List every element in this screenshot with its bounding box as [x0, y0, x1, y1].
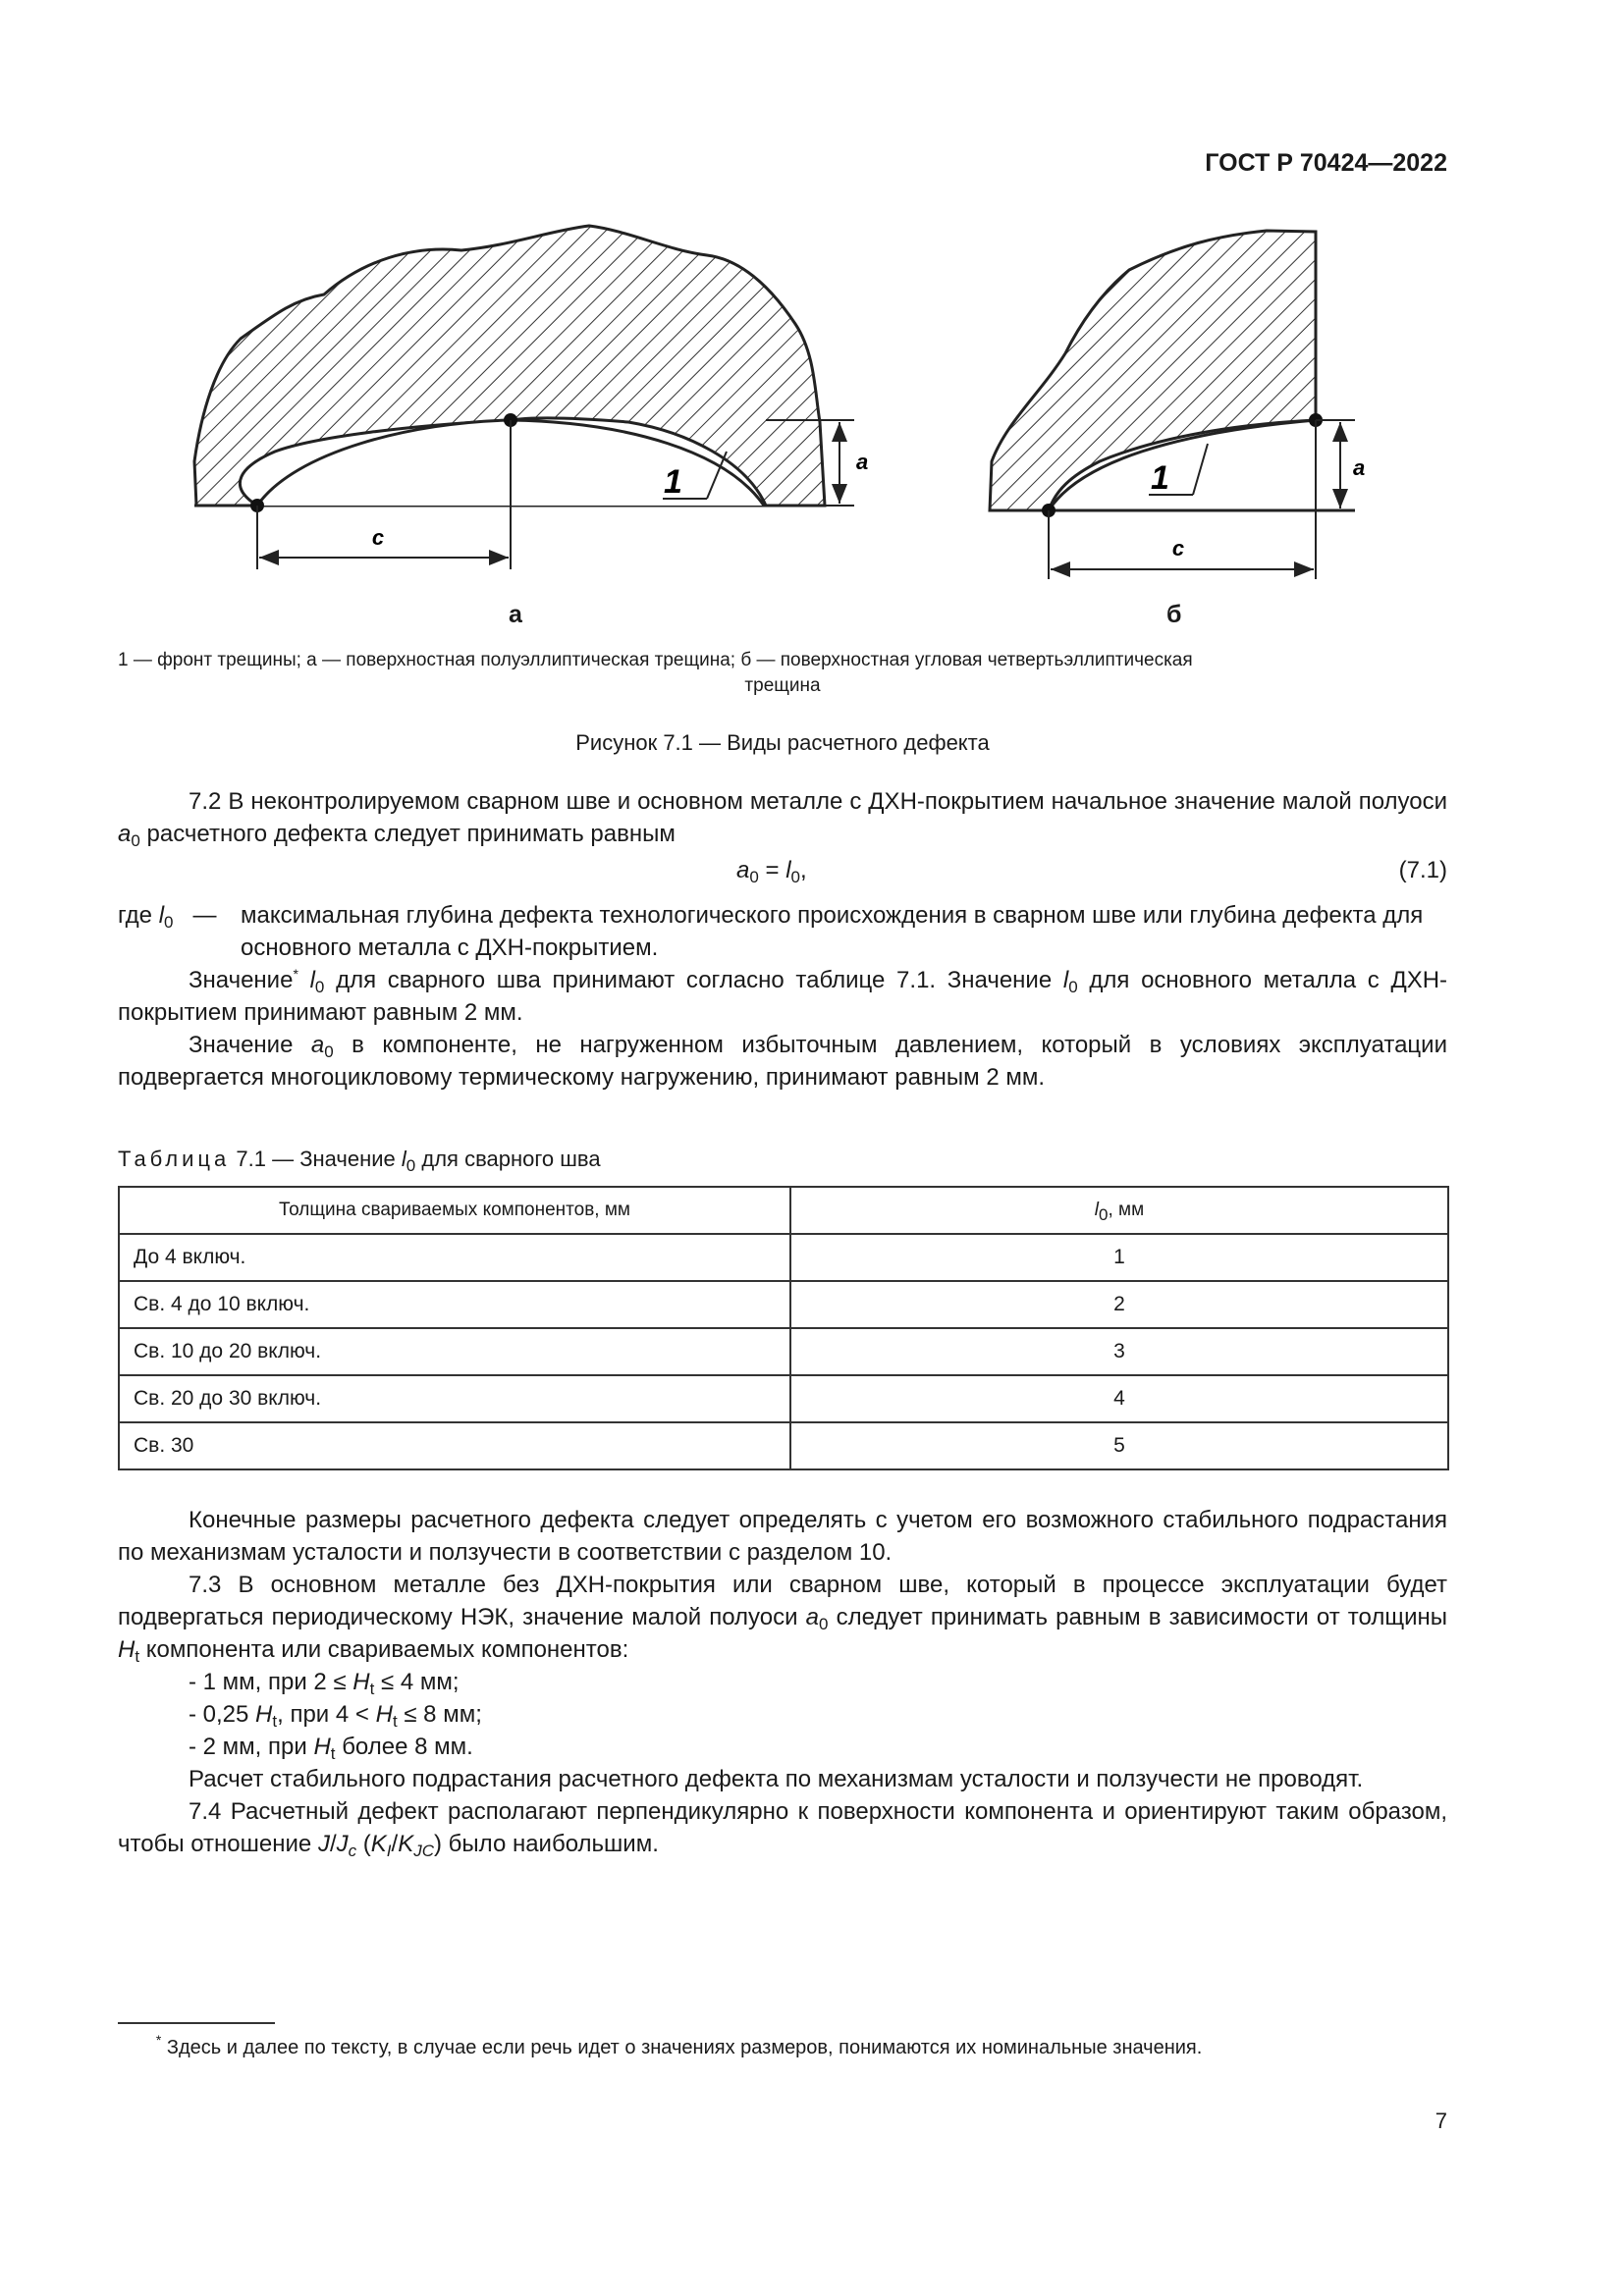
list-item: - 2 мм, при $H_t$ более 8 мм. — [189, 1734, 473, 1763]
figure-caption: Рисунок 7.1 — Виды расчетного дефекта — [575, 730, 990, 755]
section-7-2 — [118, 785, 1447, 1094]
figure-legend — [118, 648, 1447, 699]
table-row: Св. 20 до 30 включ. 4 — [119, 1375, 1448, 1422]
table-header-thickness: Толщина свариваемых компонентов, мм — [119, 1187, 790, 1234]
formula-7-1: $a_0 = l_0$, (7.1) — [118, 850, 1447, 893]
footnote: * Здесь и далее по тексту, в случае если речь идет о значениях размеров, понимаются их номинальные значения. — [155, 2032, 1203, 2058]
left-label-1: 1 — [664, 463, 682, 501]
footnote-separator — [118, 2022, 275, 2024]
table-row: Св. 4 до 10 включ. 2 — [119, 1281, 1448, 1328]
right-label-a: a — [1353, 455, 1366, 480]
formula-number: (7.1) — [1398, 857, 1447, 883]
list-item: - 0,25 $H_t$, при $4 < H_t \le 8$ мм; — [189, 1701, 482, 1731]
figure-7-1 — [0, 0, 1624, 648]
table-row: Св. 10 до 20 включ. 3 — [119, 1328, 1448, 1375]
figure-legend-line2: трещина — [744, 675, 821, 696]
left-label-a: a — [856, 450, 869, 474]
document-code: ГОСТ Р 70424—2022 — [1205, 149, 1447, 177]
list-item: - 1 мм, при $2 \le H_t \le 4$ мм; — [189, 1669, 460, 1698]
para-7-4: 7.4 Расчетный дефект располагают перпендикулярно к поверхности компонента и ориентируют таким образом, чтобы отношение $J/J_c$ $(K_I/K_{JC})$ было наибольшим. — [118, 1798, 1447, 1860]
right-label-1: 1 — [1151, 459, 1169, 497]
table-header-l0: $l_0$, мм — [790, 1187, 1448, 1234]
figure-legend-line1: 1 — фронт трещины; а — поверхностная полуэллиптическая трещина; б — поверхностная угловая четвертьэллиптическая — [118, 650, 1193, 670]
table-7-1 — [118, 1186, 1449, 1470]
formula-where: где $l_0$ — максимальная глубина дефекта технологического происхождения в сварном шве или глубина дефекта для основного металла с ДХН-покрытием. — [118, 902, 1424, 961]
table-7-1-title: Таблица 7.1 — Значение $l_0$ для сварного шва — [118, 1147, 601, 1175]
para-7-2-intro: 7.2 В неконтролируемом сварном шве и основном металле с ДХН-покрытием начальное значение малой полуоси $a_0$ расчетного дефекта следует принимать равным — [118, 788, 1447, 850]
figure-letter-b: б — [1166, 601, 1182, 628]
para-final-size: Конечные размеры расчетного дефекта следует определять с учетом его возможного стабильного подрастания по механизмам усталости и ползучести в соответствии с разделом 10. — [118, 1507, 1447, 1566]
para-7-3: 7.3 В основном металле без ДХН-покрытия или сварном шве, который в процессе эксплуатации будет подвергаться периодическому НЭК, значение малой полуоси $a_0$ следует принимать равным в зависимости от толщины $H_t$ компонента или свариваемых компонентов: — [118, 1572, 1448, 1666]
right-label-c: c — [1171, 536, 1185, 561]
page-number: 7 — [1435, 2109, 1447, 2133]
para-7-2-a0: Значение $a_0$ в компоненте, не нагруженном избыточным давлением, который в условиях эксплуатации подвергается многоцикловому термическому нагружению, принимают равным 2 мм. — [118, 1032, 1447, 1091]
table-row: До 4 включ. 1 — [119, 1234, 1448, 1281]
table-header-row — [119, 1187, 1448, 1234]
left-label-c: c — [371, 525, 385, 550]
figure-letter-a: а — [509, 601, 522, 628]
section-7-3-7-4 — [118, 1504, 1447, 1860]
table-row: Св. 30 5 — [119, 1422, 1448, 1469]
para-7-3-calc: Расчет стабильного подрастания расчетного дефекта по механизмам усталости и ползучести не проводят. — [189, 1766, 1364, 1792]
para-7-2-l0: Значение* $l_0$ для сварного шва принимают согласно таблице 7.1. Значение $l_0$ для основного металла с ДХН-покрытием принимают равным 2 мм. — [118, 966, 1448, 1026]
